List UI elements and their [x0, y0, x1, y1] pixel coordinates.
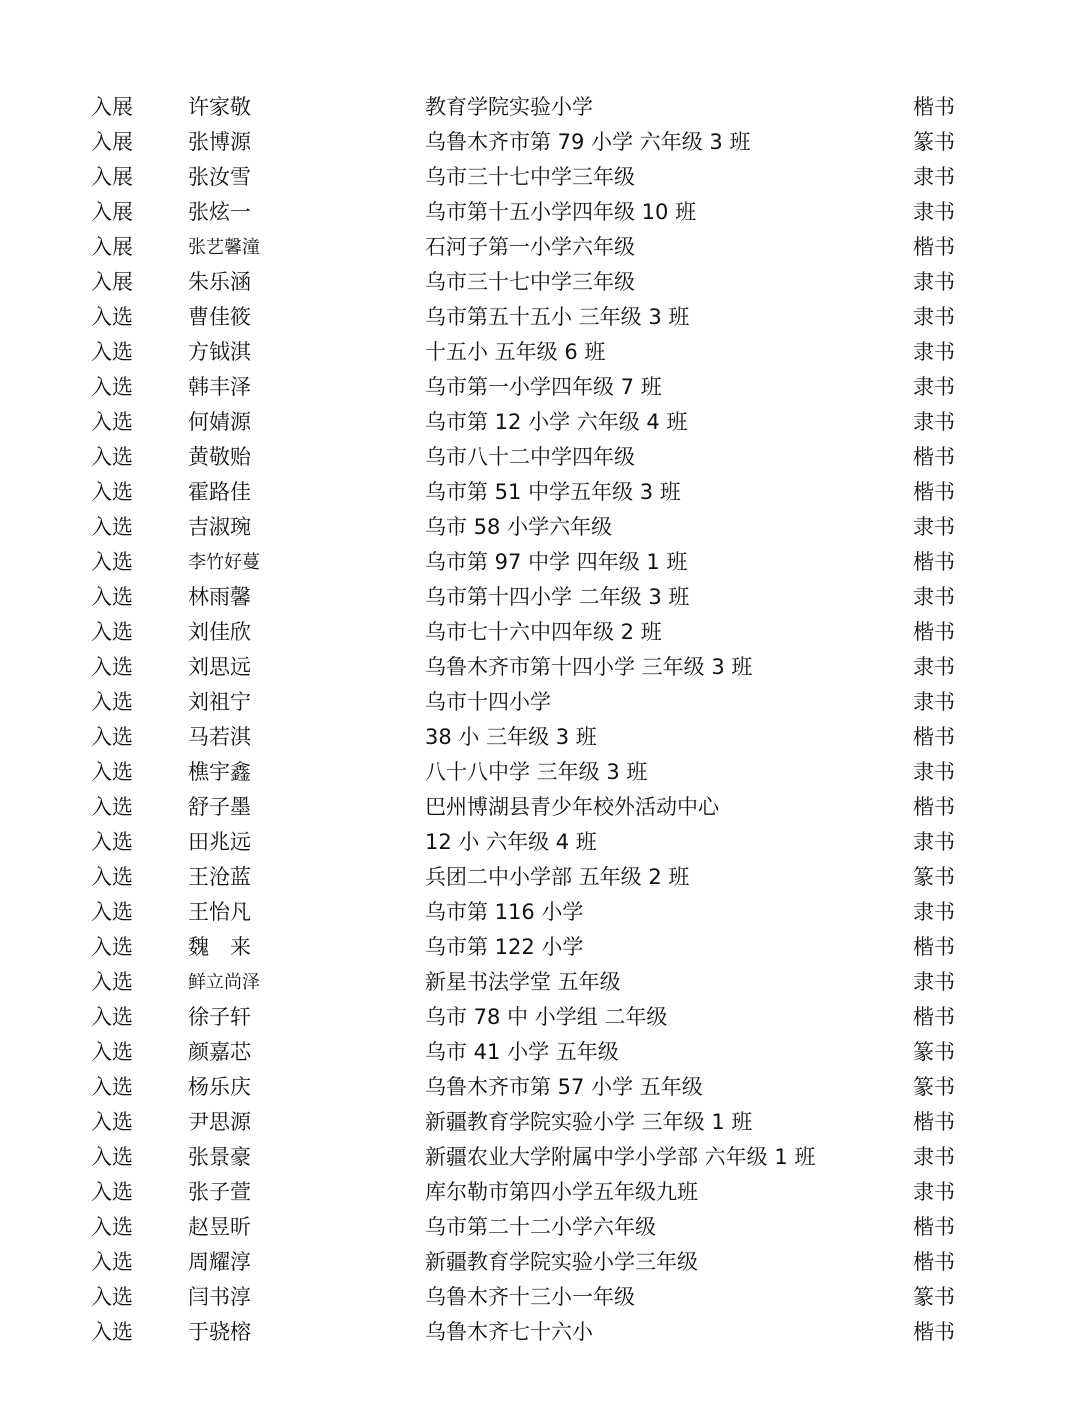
award-cell: 入选 [91, 445, 133, 469]
school-cell: 库尔勒市第四小学五年级九班 [425, 1180, 698, 1204]
award-cell: 入选 [91, 865, 133, 889]
name-cell: 朱乐涵 [188, 270, 251, 294]
calligraphy-style-cell: 隶书 [913, 410, 955, 434]
award-cell: 入选 [91, 1320, 133, 1344]
name-cell: 张炫一 [188, 200, 251, 224]
list-item [0, 335, 1080, 370]
calligraphy-style-cell: 隶书 [913, 305, 955, 329]
school-cell: 石河子第一小学六年级 [425, 235, 635, 259]
award-cell: 入展 [91, 130, 133, 154]
school-cell: 乌市三十七中学三年级 [425, 165, 635, 189]
list-item [0, 965, 1080, 1000]
calligraphy-style-cell: 隶书 [913, 760, 955, 784]
award-cell: 入选 [91, 620, 133, 644]
name-cell: 许家敬 [188, 95, 251, 119]
award-cell: 入选 [91, 1110, 133, 1134]
calligraphy-style-cell: 隶书 [913, 655, 955, 679]
calligraphy-style-cell: 篆书 [913, 865, 955, 889]
calligraphy-style-cell: 楷书 [913, 480, 955, 504]
school-cell: 乌市十四小学 [425, 690, 551, 714]
calligraphy-style-cell: 隶书 [913, 970, 955, 994]
list-item [0, 125, 1080, 160]
list-item [0, 160, 1080, 195]
school-cell: 新疆教育学院实验小学 三年级 1 班 [425, 1110, 753, 1134]
list-item [0, 475, 1080, 510]
school-cell: 乌鲁木齐十三小一年级 [425, 1285, 635, 1309]
name-cell: 刘思远 [188, 655, 251, 679]
award-cell: 入展 [91, 200, 133, 224]
calligraphy-style-cell: 篆书 [913, 1075, 955, 1099]
calligraphy-style-cell: 楷书 [913, 620, 955, 644]
award-cell: 入选 [91, 970, 133, 994]
award-cell: 入选 [91, 550, 133, 574]
list-item [0, 1175, 1080, 1210]
school-cell: 八十八中学 三年级 3 班 [425, 760, 648, 784]
school-cell: 乌鲁木齐市第 79 小学 六年级 3 班 [425, 130, 751, 154]
calligraphy-style-cell: 隶书 [913, 830, 955, 854]
name-cell: 王怡凡 [188, 900, 251, 924]
name-cell: 吉淑琬 [188, 515, 251, 539]
school-cell: 乌鲁木齐七十六小 [425, 1320, 593, 1344]
list-item [0, 230, 1080, 265]
school-cell: 兵团二中小学部 五年级 2 班 [425, 865, 690, 889]
school-cell: 教育学院实验小学 [425, 95, 593, 119]
calligraphy-style-cell: 隶书 [913, 165, 955, 189]
calligraphy-style-cell: 楷书 [913, 1005, 955, 1029]
calligraphy-style-cell: 隶书 [913, 270, 955, 294]
school-cell: 乌市第十四小学 二年级 3 班 [425, 585, 690, 609]
name-cell: 周耀淳 [188, 1250, 251, 1274]
school-cell: 乌鲁木齐市第 57 小学 五年级 [425, 1075, 703, 1099]
name-cell: 李竹好蔓 [188, 552, 260, 573]
name-cell: 张汝雪 [188, 165, 251, 189]
calligraphy-style-cell: 楷书 [913, 95, 955, 119]
list-item [0, 580, 1080, 615]
award-cell: 入选 [91, 795, 133, 819]
calligraphy-style-cell: 楷书 [913, 795, 955, 819]
name-cell: 何婧源 [188, 410, 251, 434]
school-cell: 乌市第 97 中学 四年级 1 班 [425, 550, 688, 574]
list-item [0, 300, 1080, 335]
award-cell: 入展 [91, 165, 133, 189]
list-item [0, 860, 1080, 895]
list-item [0, 930, 1080, 965]
name-cell: 杨乐庆 [188, 1075, 251, 1099]
award-cell: 入选 [91, 1145, 133, 1169]
results-list [0, 90, 1080, 1350]
list-item [0, 1245, 1080, 1280]
name-cell: 张艺馨潼 [188, 237, 260, 258]
name-cell: 张子萱 [188, 1180, 251, 1204]
award-cell: 入选 [91, 1285, 133, 1309]
school-cell: 乌市第 122 小学 [425, 935, 584, 959]
name-cell: 霍路佳 [188, 480, 251, 504]
list-item [0, 790, 1080, 825]
list-item [0, 440, 1080, 475]
name-cell: 于骁榕 [188, 1320, 251, 1344]
calligraphy-style-cell: 楷书 [913, 445, 955, 469]
award-cell: 入展 [91, 95, 133, 119]
name-cell: 韩丰泽 [188, 375, 251, 399]
school-cell: 乌市八十二中学四年级 [425, 445, 635, 469]
name-cell: 刘祖宁 [188, 690, 251, 714]
list-item [0, 1280, 1080, 1315]
name-cell: 尹思源 [188, 1110, 251, 1134]
award-cell: 入选 [91, 1075, 133, 1099]
list-item [0, 615, 1080, 650]
award-cell: 入选 [91, 1250, 133, 1274]
award-cell: 入选 [91, 830, 133, 854]
calligraphy-style-cell: 篆书 [913, 1285, 955, 1309]
list-item [0, 1070, 1080, 1105]
name-cell: 方钺淇 [188, 340, 251, 364]
award-cell: 入选 [91, 1005, 133, 1029]
name-cell: 徐子轩 [188, 1005, 251, 1029]
name-cell: 林雨馨 [188, 585, 251, 609]
award-cell: 入选 [91, 1180, 133, 1204]
list-item [0, 1000, 1080, 1035]
list-item [0, 405, 1080, 440]
award-cell: 入选 [91, 690, 133, 714]
list-item [0, 1105, 1080, 1140]
award-cell: 入选 [91, 340, 133, 364]
list-item [0, 90, 1080, 125]
calligraphy-style-cell: 篆书 [913, 130, 955, 154]
list-item [0, 755, 1080, 790]
award-cell: 入选 [91, 375, 133, 399]
list-item [0, 1315, 1080, 1350]
name-cell: 魏 来 [188, 935, 251, 959]
school-cell: 乌市 78 中 小学组 二年级 [425, 1005, 668, 1029]
school-cell: 乌市第十五小学四年级 10 班 [425, 200, 697, 224]
list-item [0, 1210, 1080, 1245]
award-cell: 入选 [91, 1040, 133, 1064]
school-cell: 乌市第 51 中学五年级 3 班 [425, 480, 681, 504]
calligraphy-style-cell: 隶书 [913, 690, 955, 714]
name-cell: 张景豪 [188, 1145, 251, 1169]
school-cell: 乌市 58 小学六年级 [425, 515, 613, 539]
list-item [0, 265, 1080, 300]
award-cell: 入选 [91, 480, 133, 504]
school-cell: 乌鲁木齐市第十四小学 三年级 3 班 [425, 655, 753, 679]
name-cell: 王沧蓝 [188, 865, 251, 889]
name-cell: 樵宇鑫 [188, 760, 251, 784]
name-cell: 鲜立尚泽 [188, 972, 260, 993]
school-cell: 乌市第 116 小学 [425, 900, 584, 924]
award-cell: 入选 [91, 725, 133, 749]
school-cell: 乌市第二十二小学六年级 [425, 1215, 656, 1239]
award-cell: 入选 [91, 900, 133, 924]
calligraphy-style-cell: 楷书 [913, 935, 955, 959]
school-cell: 乌市第五十五小 三年级 3 班 [425, 305, 690, 329]
school-cell: 乌市第 12 小学 六年级 4 班 [425, 410, 688, 434]
calligraphy-style-cell: 隶书 [913, 585, 955, 609]
list-item [0, 685, 1080, 720]
name-cell: 田兆远 [188, 830, 251, 854]
school-cell: 新星书法学堂 五年级 [425, 970, 621, 994]
list-item [0, 1140, 1080, 1175]
list-item [0, 825, 1080, 860]
name-cell: 曹佳筱 [188, 305, 251, 329]
calligraphy-style-cell: 楷书 [913, 1215, 955, 1239]
calligraphy-style-cell: 隶书 [913, 1180, 955, 1204]
school-cell: 巴州博湖县青少年校外活动中心 [425, 795, 719, 819]
name-cell: 颜嘉芯 [188, 1040, 251, 1064]
name-cell: 闫书淳 [188, 1285, 251, 1309]
list-item [0, 650, 1080, 685]
award-cell: 入展 [91, 270, 133, 294]
school-cell: 12 小 六年级 4 班 [425, 830, 597, 854]
award-cell: 入选 [91, 585, 133, 609]
school-cell: 38 小 三年级 3 班 [425, 725, 597, 749]
name-cell: 赵昱昕 [188, 1215, 251, 1239]
award-cell: 入选 [91, 515, 133, 539]
name-cell: 马若淇 [188, 725, 251, 749]
award-cell: 入选 [91, 305, 133, 329]
award-cell: 入选 [91, 760, 133, 784]
school-cell: 乌市第一小学四年级 7 班 [425, 375, 662, 399]
name-cell: 黄敬贻 [188, 445, 251, 469]
calligraphy-style-cell: 楷书 [913, 235, 955, 259]
list-item [0, 510, 1080, 545]
calligraphy-style-cell: 隶书 [913, 375, 955, 399]
award-cell: 入选 [91, 935, 133, 959]
school-cell: 新疆农业大学附属中学小学部 六年级 1 班 [425, 1145, 816, 1169]
list-item [0, 720, 1080, 755]
calligraphy-style-cell: 隶书 [913, 900, 955, 924]
school-cell: 新疆教育学院实验小学三年级 [425, 1250, 698, 1274]
name-cell: 舒子墨 [188, 795, 251, 819]
award-cell: 入选 [91, 410, 133, 434]
school-cell: 乌市三十七中学三年级 [425, 270, 635, 294]
list-item [0, 1035, 1080, 1070]
calligraphy-style-cell: 楷书 [913, 725, 955, 749]
name-cell: 刘佳欣 [188, 620, 251, 644]
award-cell: 入展 [91, 235, 133, 259]
calligraphy-style-cell: 篆书 [913, 1040, 955, 1064]
list-item [0, 195, 1080, 230]
list-item [0, 545, 1080, 580]
calligraphy-style-cell: 楷书 [913, 1110, 955, 1134]
calligraphy-style-cell: 楷书 [913, 550, 955, 574]
school-cell: 乌市七十六中四年级 2 班 [425, 620, 662, 644]
calligraphy-style-cell: 楷书 [913, 1250, 955, 1274]
school-cell: 乌市 41 小学 五年级 [425, 1040, 619, 1064]
calligraphy-style-cell: 隶书 [913, 515, 955, 539]
calligraphy-style-cell: 隶书 [913, 1145, 955, 1169]
calligraphy-style-cell: 隶书 [913, 340, 955, 364]
list-item [0, 895, 1080, 930]
school-cell: 十五小 五年级 6 班 [425, 340, 606, 364]
name-cell: 张博源 [188, 130, 251, 154]
list-item [0, 370, 1080, 405]
calligraphy-style-cell: 隶书 [913, 200, 955, 224]
award-cell: 入选 [91, 1215, 133, 1239]
award-cell: 入选 [91, 655, 133, 679]
calligraphy-style-cell: 楷书 [913, 1320, 955, 1344]
